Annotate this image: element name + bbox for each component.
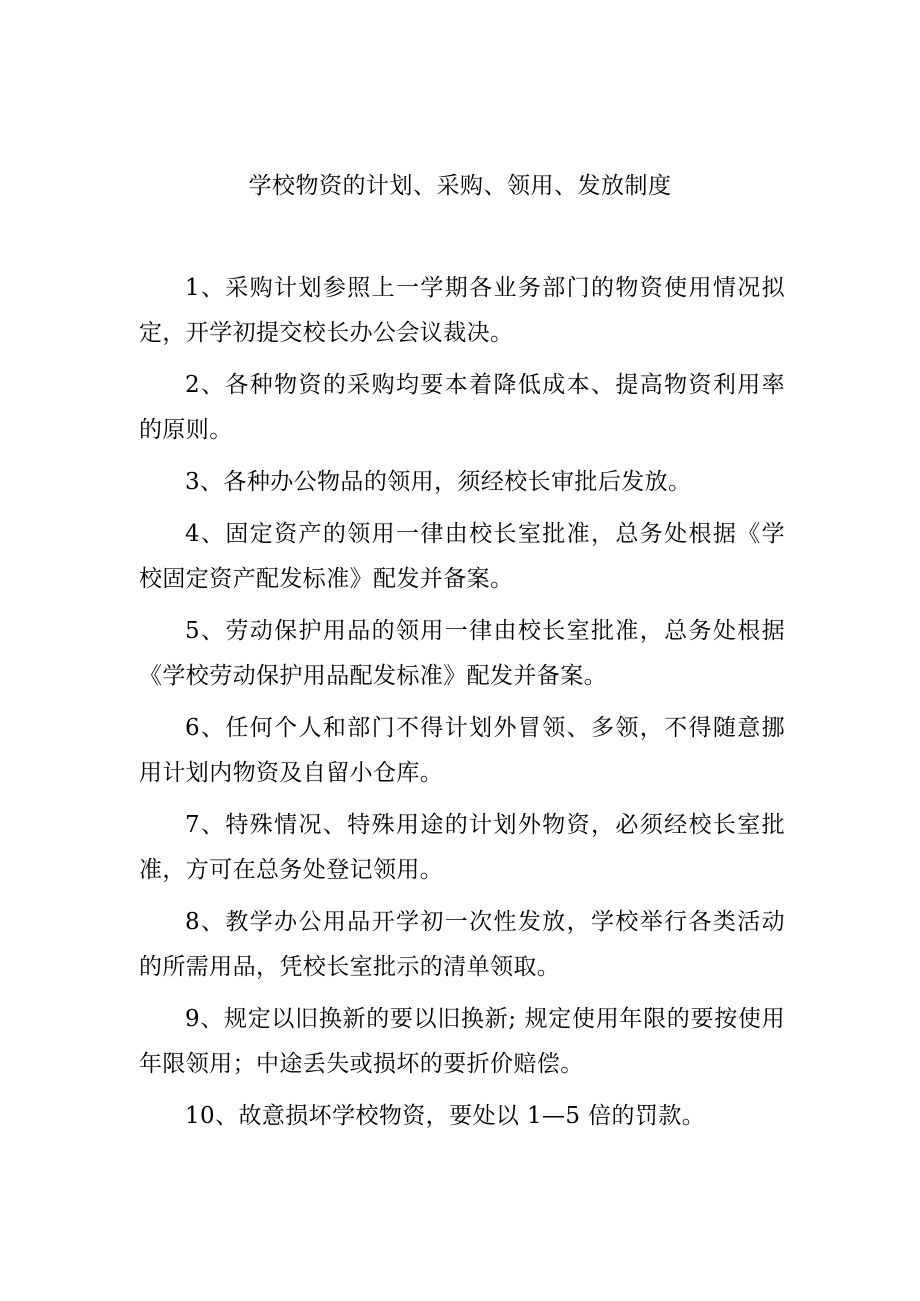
paragraph-6: 6、任何个人和部门不得计划外冒领、多领，不得随意挪用计划内物资及自留小仓库。 bbox=[139, 715, 785, 786]
document-title: 学校物资的计划、采购、领用、发放制度 bbox=[248, 173, 672, 199]
paragraph-8: 8、教学办公用品开学初一次性发放，学校举行各类活动的所需用品，凭校长室批示的清单领取。 bbox=[139, 909, 785, 980]
paragraph-7: 7、特殊情况、特殊用途的计划外物资，必须经校长室批准，方可在总务处登记领用。 bbox=[139, 812, 785, 883]
paragraph-3: 3、各种办公物品的领用，须经校长审批后发放。 bbox=[185, 469, 692, 495]
paragraph-4: 4、固定资产的领用一律由校长室批准，总务处根据《学校固定资产配发标准》配发并备案。 bbox=[139, 521, 785, 592]
document-body bbox=[139, 266, 785, 1146]
paragraph-1: 1、采购计划参照上一学期各业务部门的物资使用情况拟定，开学初提交校长办公会议裁决。 bbox=[139, 275, 785, 346]
paragraph-5: 5、劳动保护用品的领用一律由校长室批准，总务处根据《学校劳动保护用品配发标准》配发并备案。 bbox=[139, 618, 785, 689]
paragraph-2: 2、各种物资的采购均要本着降低成本、提高物资利用率的原则。 bbox=[139, 372, 785, 443]
paragraph-10: 10、故意损坏学校物资，要处以 1—5 倍的罚款。 bbox=[185, 1103, 706, 1129]
paragraph-9: 9、规定以旧换新的要以旧换新; 规定使用年限的要按使用年限领用；中途丢失或损坏的要折价赔偿。 bbox=[139, 1006, 785, 1077]
